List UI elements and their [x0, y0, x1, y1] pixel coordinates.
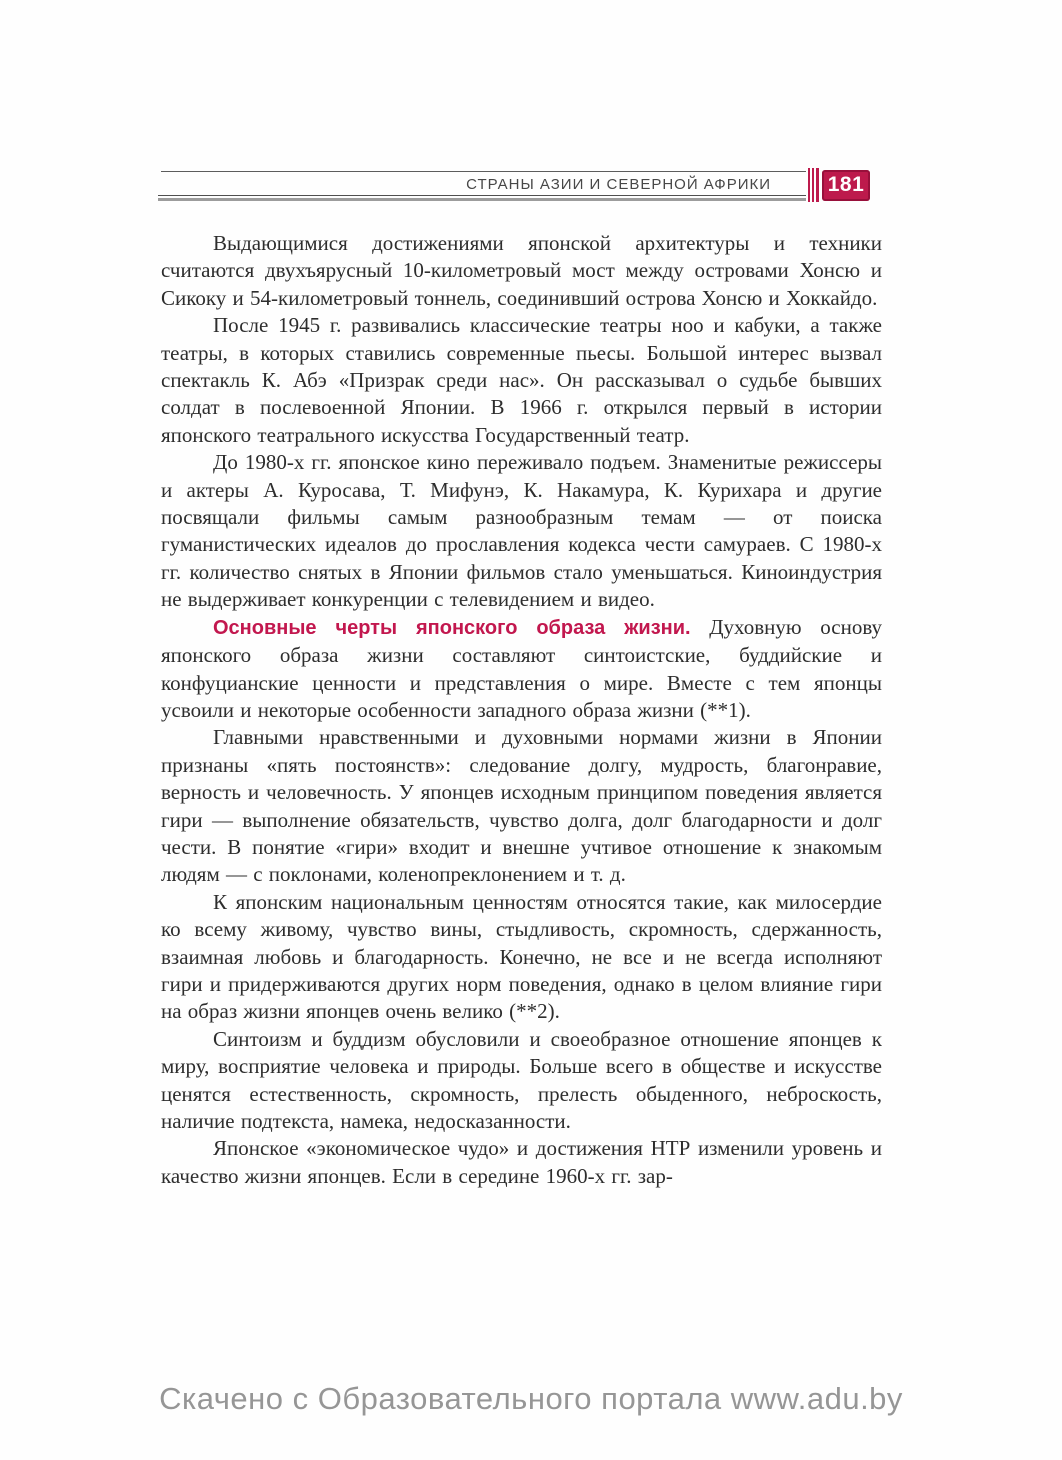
badge-stripe-icon: [816, 168, 819, 202]
paragraph-text: Духовную основу японского образа жизни составляют синтоистские, буддийские и конфуцианские ценности и представления о мире. Вместе с тем японцы усвоили и некоторые особенности западного образа жизни (**1).: [161, 614, 883, 722]
paragraph: [161, 614, 882, 725]
header-rule-bottom-thick: [158, 198, 806, 201]
paragraph: Синтоизм и буддизм обусловили и своеобразное отношение японцев к миру, восприятие человека и природы. Больше всего в обществе и искусстве ценятся естественность, скромность, прелесть обыденного, неброскость, наличие подтекста, намека, недосказанности.: [161, 1026, 882, 1133]
watermark-footer: Скачено с Образовательного портала www.adu.by: [159, 1381, 903, 1416]
paragraph: Выдающимися достижениями японской архитектуры и техники считаются двухъярусный 10-километровый мост между островами Хонсю и Сикоку и 54-километровый тоннель, соединивший острова Хонсю и Хоккайдо.: [161, 231, 882, 310]
badge-stripe-icon: [808, 168, 810, 202]
paragraph: До 1980-х гг. японское кино переживало подъем. Знаменитые режиссеры и актеры А. Куросава, Т. Мифунэ, К. Накамура, К. Курихара и другие посвящали фильмы самым разнообразным темам — от поиска гуманистических идеалов до прославления кодекса чести самураев. С 1980-х гг. количество снятых в Японии фильмов стало уменьшаться. Киноиндустрия не выдерживает конкуренции с телевидением и видео.: [161, 450, 882, 612]
page-number: 181: [822, 170, 870, 201]
paragraph: К японским национальным ценностям относятся такие, как милосердие ко всему живому, чувство вины, стыдливость, скромность, сдержанность, взаимная любовь и благодарность. Конечно, не все и не всегда исполняют гири и придерживаются других норм поведения, однако в целом влияние гири на образ жизни японцев очень велико (**2).: [161, 889, 882, 1024]
paragraph: Японское «экономическое чудо» и достижения НТР изменили уровень и качество жизни японцев. Если в середине 1960-х гг. зар-: [161, 1136, 882, 1188]
section-heading: Основные черты японского образа жизни.: [213, 616, 691, 639]
page-number-badge: [808, 168, 870, 202]
paragraph: Главными нравственными и духовными нормами жизни в Японии признаны «пять постоянств»: следование долгу, мудрость, благонравие, верность и человечность. У японцев исходным принципом поведения является гири — выполнение обязательств, чувство долга, долг благодарности и долг чести. В понятие «гири» входит и внешне учтивое отношение к знакомым людям — с поклонами, коленопреклонением и т. д.: [161, 725, 882, 887]
body-text: [161, 230, 882, 1190]
badge-stripe-icon: [812, 168, 814, 202]
header-rule-bottom-thin: [158, 195, 806, 196]
paragraph: После 1945 г. развивались классические театры ноо и кабуки, а также театры, в которых ставились современные пьесы. Большой интерес вызвал спектакль К. Абэ «Призрак среди нас». Он рассказывал о судьбе бывших солдат в послевоенной Японии. В 1966 г. открылся первый в истории японского театрального искусства Государственный театр.: [161, 313, 882, 447]
header-rule-top: [161, 171, 806, 172]
running-head-title: СТРАНЫ АЗИИ И СЕВЕРНОЙ АФРИКИ: [466, 176, 771, 193]
